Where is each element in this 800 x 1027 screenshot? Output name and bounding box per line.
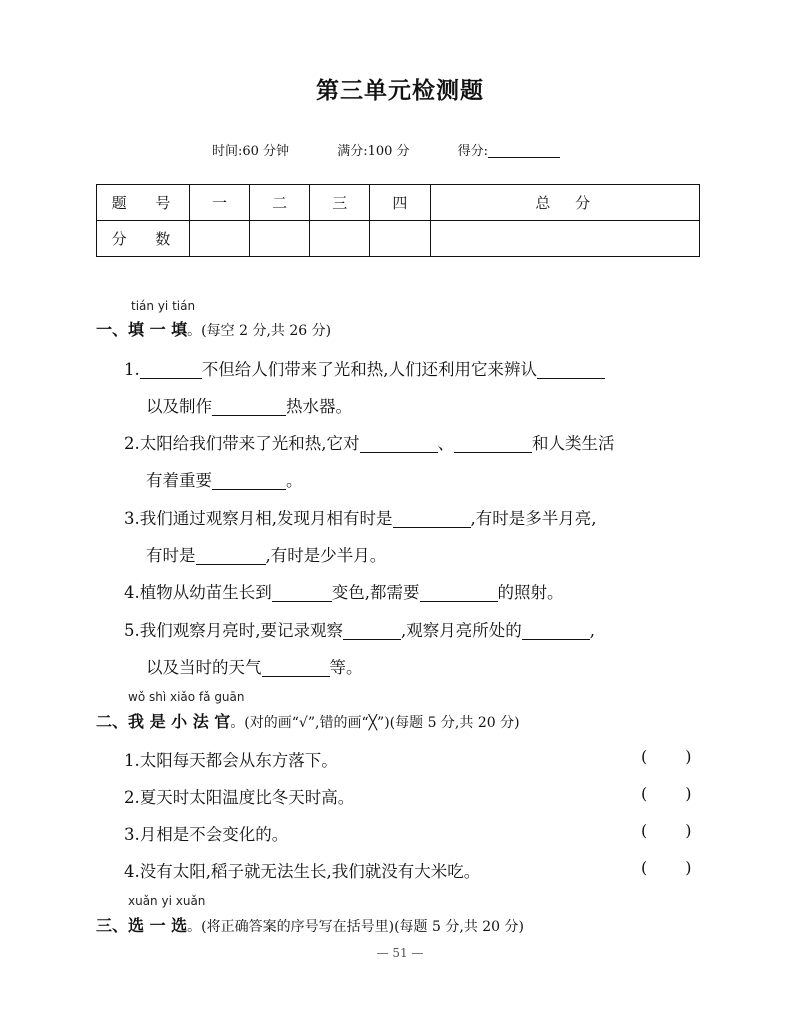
- score-table-row-head: 分 数: [97, 221, 190, 257]
- answer-blank[interactable]: [212, 397, 286, 416]
- answer-blank[interactable]: [454, 434, 532, 453]
- section1-note: 。(每空 2 分,共 26 分): [187, 323, 332, 339]
- judge-item-4: 4.没有太阳,稻子就无法生长,我们就没有大米吃。: [124, 862, 481, 881]
- score-cell[interactable]: [370, 221, 430, 257]
- judge-item-2: 2.夏天时太阳温度比冬天时高。: [124, 788, 355, 807]
- answer-blank[interactable]: [420, 583, 498, 602]
- score-table: [96, 184, 700, 257]
- answer-blank[interactable]: [537, 360, 605, 379]
- score-table-header: 二: [250, 185, 310, 221]
- answer-blank[interactable]: [272, 583, 332, 602]
- time-limit: 时间:60 分钟: [212, 144, 290, 159]
- answer-paren-1[interactable]: ( ): [641, 747, 692, 766]
- section2-number: 二、: [96, 712, 129, 731]
- question-5-line2: 以及当时的天气 等。: [146, 658, 363, 677]
- question-3-line1: 3.我们通过观察月相,发现月相有时是 ,有时是多半月亮,: [124, 509, 597, 528]
- answer-paren-3[interactable]: ( ): [641, 821, 692, 840]
- question-2-line2: 有着重要 。: [146, 471, 303, 490]
- section2-pinyin: wǒ shì xiǎo fǎ guān: [128, 690, 245, 704]
- question-2-line1: 2.太阳给我们带来了光和热,它对 、 和人类生活: [124, 434, 615, 453]
- section2-title: 我 是 小 法 官: [128, 712, 231, 731]
- score-cell[interactable]: [310, 221, 370, 257]
- score-table-header-row: [97, 185, 700, 221]
- score-blank[interactable]: [488, 143, 560, 158]
- question-4-line1: 4.植物从幼苗生长到 变色,都需要 的照射。: [124, 583, 564, 602]
- full-score: 满分:100 分: [337, 144, 410, 159]
- score-table-score-row: [97, 221, 700, 257]
- judge-item-3: 3.月相是不会变化的。: [124, 825, 289, 844]
- question-1-line2: 以及制作 热水器。: [146, 397, 352, 416]
- answer-paren-2[interactable]: ( ): [641, 784, 692, 803]
- answer-blank[interactable]: [360, 434, 438, 453]
- answer-blank[interactable]: [140, 360, 202, 379]
- answer-blank[interactable]: [522, 621, 590, 640]
- judge-item-1: 1.太阳每天都会从东方落下。: [124, 751, 338, 770]
- section3-number: 三、: [96, 916, 129, 935]
- section2-note: 。(对的画“√”,错的画“╳”)(每题 5 分,共 20 分): [230, 715, 520, 731]
- answer-paren-4[interactable]: ( ): [641, 858, 692, 877]
- section1-title: 填 一 填: [128, 320, 188, 339]
- page-number: — 51 —: [376, 946, 424, 960]
- section3-title: 选 一 选: [128, 916, 188, 935]
- question-1-line1: 1. 不但给人们带来了光和热,人们还利用它来辨认: [124, 356, 605, 380]
- score-cell[interactable]: [430, 221, 700, 257]
- score-cell[interactable]: [190, 221, 250, 257]
- answer-blank[interactable]: [212, 471, 286, 490]
- score-table-header: 三: [310, 185, 370, 221]
- question-3-line2: 有时是 ,有时是少半月。: [146, 546, 387, 565]
- section3-heading: [96, 913, 524, 936]
- answer-blank[interactable]: [393, 509, 471, 528]
- section1-number: 一、: [96, 320, 129, 339]
- section2-heading: [96, 709, 520, 732]
- section1-pinyin: tián yi tián: [131, 299, 196, 313]
- section3-note: 。(将正确答案的序号写在括号里)(每题 5 分,共 20 分): [187, 919, 524, 935]
- page-title: 第三单元检测题: [316, 78, 484, 104]
- exam-meta: [212, 140, 560, 159]
- question-5-line1: 5.我们观察月亮时,要记录观察 ,观察月亮所处的 ,: [124, 621, 595, 640]
- score-table-header: 题 号: [97, 185, 190, 221]
- answer-blank[interactable]: [262, 658, 330, 677]
- answer-blank[interactable]: [343, 621, 401, 640]
- score-cell[interactable]: [250, 221, 310, 257]
- section1-heading: [96, 317, 331, 340]
- section3-pinyin: xuǎn yi xuǎn: [128, 894, 206, 908]
- score-table-header: 一: [190, 185, 250, 221]
- score-label: 得分:: [457, 144, 489, 159]
- score-table-header: 四: [370, 185, 430, 221]
- answer-blank[interactable]: [196, 546, 266, 565]
- score-table-header: 总 分: [430, 185, 700, 221]
